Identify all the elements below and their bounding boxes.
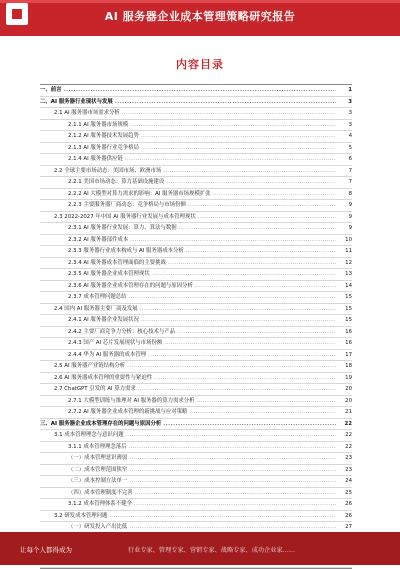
report-title: AI 服务器企业成本管理策略研究报告	[104, 10, 296, 23]
header-stripe	[0, 0, 400, 3]
toc-entry-page: 16	[345, 340, 352, 346]
toc-entry-page: 27	[345, 524, 352, 530]
toc-entry-title: 2.3.4 AI 服务器成本管理面临的主要挑战	[68, 259, 166, 266]
toc-entry-page: 5	[348, 144, 352, 151]
toc-entry-title: 2.2.2 AI 大模型对算力需求的影响：AI 服务器市场规模扩张	[68, 190, 211, 197]
toc-entry-title: 3.1 成本管理理念与意识问题	[54, 432, 124, 438]
toc-entry-title: 2.4.2 主要厂商竞争力分析：核心技术与产品	[68, 328, 176, 335]
toc-entry-title: （三）成本控制方法单一	[68, 478, 128, 484]
toc-entry[interactable]	[40, 499, 352, 511]
toc-leader-dots	[141, 315, 336, 326]
toc-leader-dots	[138, 384, 336, 395]
toc-entry[interactable]	[40, 269, 352, 281]
toc-entry-page: 3	[348, 121, 352, 128]
toc-entry-page: 7	[348, 167, 352, 174]
toc-leader-dots	[152, 269, 336, 280]
toc-entry-page: 20	[345, 386, 352, 392]
toc-entry-title: 2.4.4 华为 AI 服务器的成本管理	[68, 351, 147, 358]
toc-entry-page: 1	[348, 87, 352, 93]
toc-entry-page: 21	[345, 409, 352, 415]
toc-entry-title: 2.4.3 国产 AI 芯片发展现状与市场份额	[68, 340, 163, 346]
toc-entry-page: 3	[348, 98, 352, 105]
report-header	[0, 0, 400, 36]
toc-leader-dots	[179, 223, 336, 234]
toc-entry-title: 三、AI 服务器企业成本管理存在的问题与原因分析	[40, 420, 162, 427]
toc-entry-page: 13	[345, 271, 352, 277]
toc-leader-dots	[127, 361, 336, 372]
toc-entry-title: 2.4.1 AI 服务器企业发展状况	[68, 317, 139, 323]
toc-entry[interactable]	[40, 212, 352, 224]
toc-entry-page: 19	[345, 374, 352, 381]
toc-leader-dots	[129, 476, 336, 487]
toc-entry-page: 10	[345, 236, 352, 243]
toc-entry-page: 9	[348, 202, 352, 208]
toc-leader-dots	[129, 465, 336, 476]
toc-entry[interactable]	[40, 177, 352, 189]
toc-entry[interactable]	[40, 488, 352, 500]
toc-entry-title: 2.3 2022-2027 年中国 AI 服务器行业发展与成本管理现状	[54, 213, 196, 220]
toc-heading: 内容目录	[176, 58, 224, 71]
toc-entry[interactable]	[40, 223, 352, 235]
toc-entry-title: 2.3.7 成本管理问题总结	[68, 294, 127, 300]
toc-entry-page: 16	[345, 328, 352, 335]
toc-entry-page: 14	[345, 282, 352, 289]
toc-entry[interactable]	[40, 327, 352, 339]
toc-entry-page: 15	[345, 305, 352, 312]
toc-entry-title: 3.1.2 成本管理体系不健全	[68, 501, 132, 507]
toc-leader-dots	[197, 396, 336, 407]
toc-entry-title: 2.2 全球主要市场动态：美国市场、欧洲市场	[54, 167, 162, 174]
toc-entry[interactable]	[40, 396, 352, 408]
toc-entry-page: 4	[348, 133, 352, 139]
toc-entry-title: 二、AI 服务器行业现状与发展	[40, 98, 113, 105]
toc-leader-dots	[198, 212, 336, 223]
toc-entry-title: 2.7.2 AI 服务器企业成本管理的新挑战与应对策略	[68, 409, 188, 415]
toc-leader-dots	[141, 143, 336, 154]
toc-leader-dots	[163, 166, 336, 177]
toc-entry-page: 8	[348, 190, 352, 197]
toc-leader-dots	[141, 131, 336, 142]
toc-entry-page: 15	[345, 294, 352, 300]
toc-entry-page: 24	[345, 478, 352, 484]
toc-entry[interactable]	[40, 338, 352, 350]
toc-entry-title: （一）成本管理意识薄弱	[68, 455, 128, 461]
toc-entry[interactable]	[40, 166, 352, 178]
toc-entry-title: 2.1 AI 服务器市场需求分析	[54, 110, 120, 116]
toc-entry-page: 23	[345, 455, 352, 461]
toc-entry[interactable]	[40, 407, 352, 419]
toc-entry-page: 15	[345, 317, 352, 323]
toc-entry-title: 一、前言	[40, 87, 62, 93]
footer-slogan: 让每个人都得成为	[20, 546, 72, 554]
toc-entry-title: 2.1.4 AI 服务器供应链	[68, 156, 123, 162]
toc-leader-dots	[195, 281, 336, 292]
toc-entry-page: 7	[348, 179, 352, 185]
toc-entry-title: 2.2.3 主要服务器厂商动态：竞争格局与市场份额	[68, 202, 186, 208]
toc-entry[interactable]	[40, 384, 352, 396]
toc-entry[interactable]	[40, 442, 352, 454]
toc-entry[interactable]	[40, 246, 352, 258]
toc-entry-page: 9	[348, 213, 352, 220]
toc-entry-title: 2.3.1 AI 服务器行业发展：算力、算法与数据	[68, 225, 177, 231]
toc-entry[interactable]	[40, 304, 352, 316]
toc-entry[interactable]	[40, 154, 352, 166]
toc-entry-page: 26	[345, 501, 352, 507]
toc-leader-dots	[125, 154, 336, 165]
toc-leader-dots	[129, 442, 336, 453]
toc-entry[interactable]	[40, 281, 352, 293]
toc-entry-page: 12	[345, 259, 352, 266]
toc-entry-page: 3	[348, 110, 352, 116]
toc-leader-dots	[135, 488, 336, 499]
toc-entry-title: 2.7.1 大模型训练与推理对 AI 服务器的算力需求分析	[68, 397, 195, 404]
toc-entry-title: 3.2 研发成本管理问题	[54, 512, 108, 519]
toc-leader-dots	[129, 453, 336, 464]
toc-entry[interactable]	[40, 419, 352, 431]
toc-leader-dots	[115, 97, 336, 108]
toc-entry-title: 2.7 ChatGPT 引发的 AI 算力需求	[54, 386, 136, 392]
toc-entry[interactable]	[40, 258, 352, 270]
toc-leader-dots	[177, 327, 336, 338]
toc-entry[interactable]	[40, 511, 352, 523]
toc-entry[interactable]	[40, 476, 352, 488]
footer-tagline: 行业专家、管理专家、营销专家、战略专家、成功企业家……	[128, 547, 296, 554]
toc-entry-page: 22	[344, 420, 352, 427]
toc-entry-title: 2.5 AI 服务器产业链结构分析	[54, 363, 126, 369]
toc-entry[interactable]	[40, 108, 352, 120]
toc-entry-page: 20	[345, 397, 352, 404]
toc-entry-title: 2.1.2 AI 服务器技术发展趋势	[68, 133, 139, 139]
toc-entry-title: （四）成本管理制度不完善	[68, 489, 133, 496]
toc-entry[interactable]	[40, 373, 352, 385]
toc-entry-page: 23	[345, 466, 352, 473]
toc-entry-title: （一）研发投入产出比低	[68, 524, 128, 530]
toc-entry[interactable]	[40, 350, 352, 362]
toc-entry[interactable]	[40, 85, 352, 97]
toc-leader-dots	[64, 85, 336, 96]
toc-entry-page: 26	[345, 512, 352, 519]
toc-leader-dots	[164, 338, 336, 349]
toc-entry-title: 2.1.3 AI 服务器行业竞争格局	[68, 144, 139, 151]
toc-leader-dots	[186, 246, 336, 257]
toc-entry[interactable]	[40, 430, 352, 442]
toc-entry[interactable]	[40, 465, 352, 477]
toc-leader-dots	[163, 419, 336, 430]
toc-leader-dots	[130, 235, 336, 246]
toc-entry[interactable]	[40, 97, 352, 109]
toc-leader-dots	[130, 120, 336, 131]
toc-entry-page: 11	[345, 248, 352, 254]
toc-entry-title: 2.3.2 AI 服务器部件成本	[68, 236, 129, 243]
toc-entry-page: 18	[345, 363, 352, 369]
toc-entry[interactable]	[40, 361, 352, 373]
toc-entry[interactable]	[40, 131, 352, 143]
toc-entry-title: 3.1.1 成本管理理念落后	[68, 443, 127, 450]
toc-leader-dots	[188, 200, 336, 211]
toc-leader-dots	[148, 350, 336, 361]
toc-entry[interactable]	[40, 453, 352, 465]
toc-entry-page: 22	[345, 432, 352, 438]
toc-entry-page: 9	[348, 225, 352, 231]
toc-entry-title: 2.1.1 AI 服务器市场规模	[68, 121, 129, 128]
toc-leader-dots	[122, 108, 336, 119]
toc-leader-dots	[168, 258, 336, 269]
toc-leader-dots	[129, 522, 336, 533]
toc-entry-title: 2.2.1 美国市场动态：算力基础设施建设	[68, 179, 165, 185]
toc-entry[interactable]	[40, 120, 352, 132]
toc-leader-dots	[166, 177, 336, 188]
toc-leader-dots	[154, 373, 336, 384]
toc-leader-dots	[213, 189, 336, 200]
toc-entry[interactable]	[40, 315, 352, 327]
toc-entry-title: 2.6 AI 服务器成本管理的重要性与紧迫性	[54, 374, 153, 381]
toc-entry-page: 17	[345, 351, 352, 358]
toc-entry-title: 2.4 国内 AI 服务器主要厂商及发展	[54, 305, 138, 312]
table-of-contents	[40, 84, 352, 569]
toc-leader-dots	[129, 292, 336, 303]
toc-entry-page: 25	[345, 489, 352, 496]
toc-leader-dots	[134, 499, 336, 510]
toc-entry[interactable]	[40, 189, 352, 201]
toc-entry[interactable]	[40, 143, 352, 155]
toc-leader-dots	[189, 407, 336, 418]
toc-entry[interactable]	[40, 235, 352, 247]
toc-entry[interactable]	[40, 292, 352, 304]
toc-entry-title: 2.3.5 AI 服务器企业成本管理现状	[68, 271, 150, 277]
toc-entry-title: 2.3.6 AI 服务器企业成本管理存在的问题与原因分析	[68, 282, 193, 289]
toc-entry-title: （二）成本管理范围狭窄	[68, 466, 128, 473]
toc-entry[interactable]	[40, 200, 352, 212]
page-footer	[0, 532, 400, 565]
toc-leader-dots	[109, 511, 336, 522]
toc-entry-page: 22	[345, 443, 352, 450]
toc-entry-page: 6	[348, 156, 352, 162]
toc-entry-title: 2.3.3 服务器行业成本构成与 AI 服务器成本分析	[68, 248, 184, 254]
toc-leader-dots	[140, 304, 336, 315]
toc-leader-dots	[126, 430, 336, 441]
